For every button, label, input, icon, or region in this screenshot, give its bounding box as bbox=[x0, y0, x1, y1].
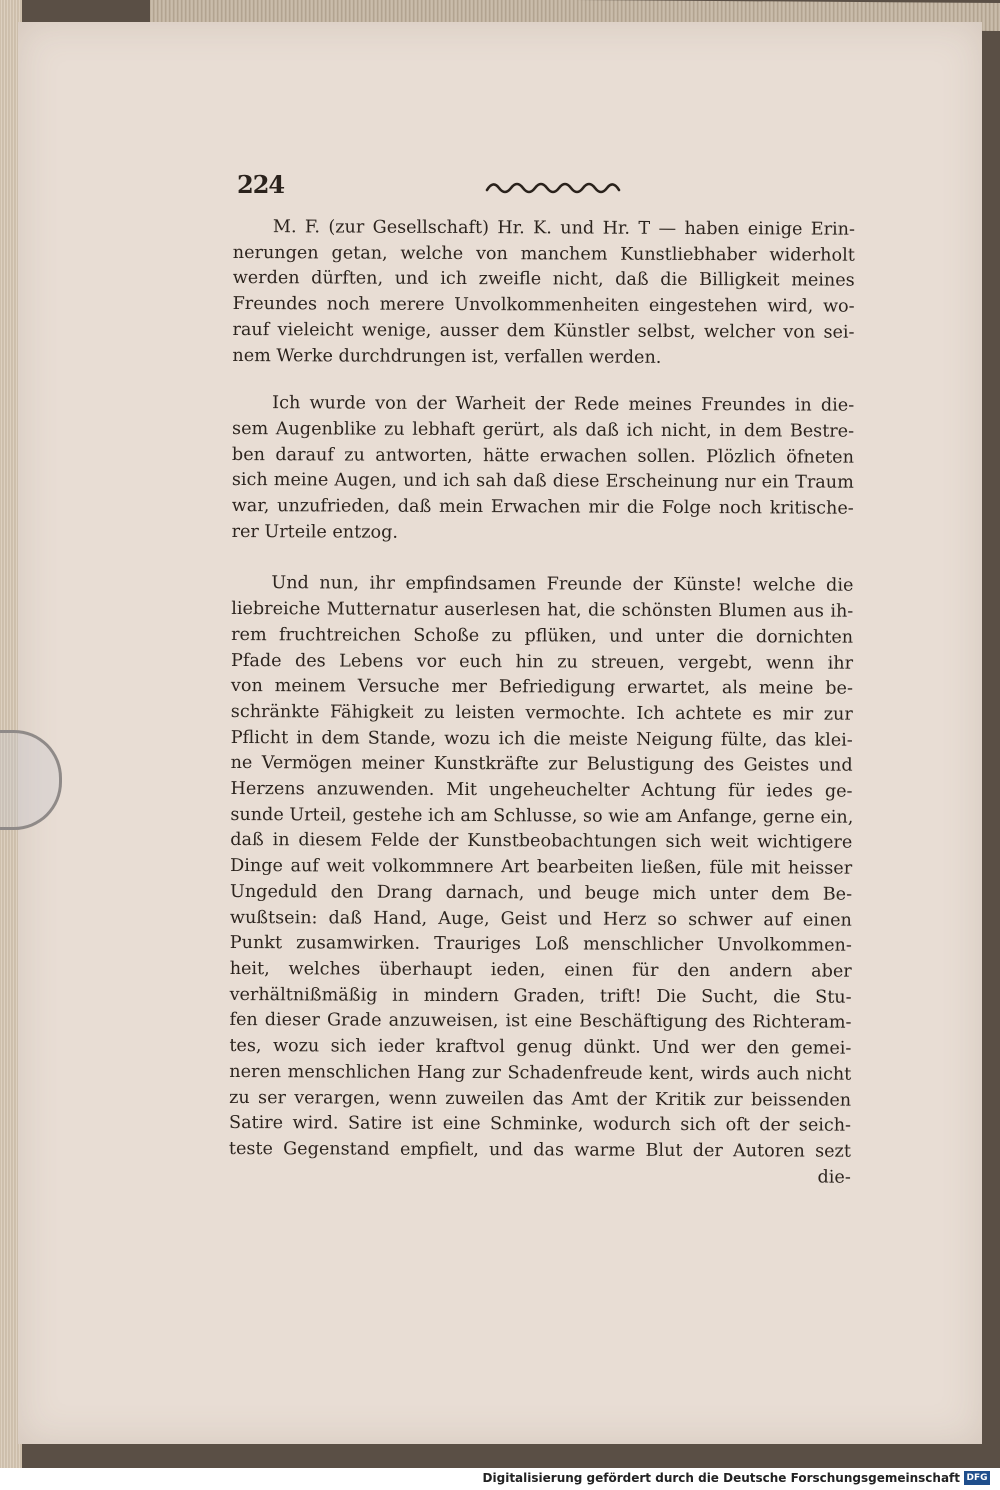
text-line: rem fruchtreichen Schoße zu pflüken, und unter die dornichten bbox=[231, 624, 854, 648]
text-line: von meinem Versuche mer Befriedigung erwartet, als meine be- bbox=[230, 676, 853, 699]
text-line: Und nun, ihr empfindsamen Freunde der Künste! welche die bbox=[271, 573, 854, 597]
text-line: werden dürften, und ich zweifle nicht, daß die Billigkeit meines bbox=[232, 268, 855, 292]
text-line: nem Werke durchdrungen ist, verfallen werden. bbox=[232, 345, 662, 368]
text-line: neren menschlichen Hang zur Schadenfreude kent, wirds auch nicht bbox=[229, 1061, 852, 1085]
dfg-logo-icon: DFG bbox=[964, 1471, 990, 1485]
page-number: 224 bbox=[237, 170, 285, 199]
page-header bbox=[237, 170, 857, 210]
digitization-footer bbox=[0, 1468, 1000, 1490]
text-line: war, unzufrieden, daß mein Erwachen mir die Folge noch kritische- bbox=[231, 496, 854, 519]
footer-credit: Digitalisierung gefördert durch die Deutsche Forschungsgemeinschaft bbox=[482, 1471, 960, 1485]
catchword: die- bbox=[817, 1167, 851, 1188]
text-line: verhältnißmäßig in mindern Graden, trift! Die Sucht, die Stu- bbox=[229, 984, 852, 1008]
paragraph-1 bbox=[232, 215, 855, 372]
text-line: liebreiche Mutternatur auserlesen hat, die schönsten Blumen aus ih- bbox=[231, 599, 854, 622]
text-line: fen dieser Grade anzuweisen, ist eine Beschäftigung des Richteram- bbox=[229, 1010, 852, 1034]
paragraph-3 bbox=[229, 571, 854, 1165]
text-line: wußtsein: daß Hand, Auge, Geist und Herz so schwer auf einen bbox=[229, 907, 852, 931]
text-line: schränkte Fähigkeit zu leisten vermochte. Ich achtete es mir zur bbox=[230, 701, 853, 725]
text-line: sunde Urteil, gestehe ich am Schlusse, so wie am Anfange, gerne ein, bbox=[230, 804, 854, 828]
text-line: M. F. (zur Gesellschaft) Hr. K. und Hr. T — haben einige Erin- bbox=[272, 217, 855, 240]
text-line: Dinge auf weit volkommnere Art bearbeiten ließen, füle mit heisser bbox=[230, 856, 853, 879]
text-line: teste Gegenstand empfielt, und das warme Blut der Autoren sezt bbox=[228, 1138, 851, 1162]
text-line: Ich wurde von der Warheit der Rede meines Freundes in die- bbox=[272, 393, 855, 416]
text-line: sich meine Augen, und ich sah daß diese Erscheinung nur ein Traum bbox=[231, 470, 854, 494]
text-line: heit, welches überhaupt ieden, einen für den andern aber bbox=[229, 958, 852, 982]
text-line: Herzens anzuwenden. Mit ungeheuchelter Achtung für iedes ge- bbox=[230, 779, 853, 802]
text-line: Satire wird. Satire ist eine Schminke, wodurch sich oft der seich- bbox=[228, 1113, 852, 1136]
ornamental-rule-icon bbox=[485, 178, 625, 198]
paragraph-2 bbox=[232, 391, 855, 548]
text-line: Pflicht in dem Stande, wozu ich die meiste Neigung fülte, das klei- bbox=[230, 727, 853, 751]
text-line: ne Vermögen meiner Kunstkräfte zur Belustigung des Geistes und bbox=[230, 753, 853, 777]
text-line: zu ser verargen, wenn zuweilen das Amt der Kritik zur beissenden bbox=[229, 1087, 852, 1111]
text-line: rer Urteile entzog. bbox=[231, 521, 399, 543]
text-line: Freundes noch merere Unvolkommenheiten eingestehen wird, wo- bbox=[232, 294, 855, 317]
text-line: ben darauf zu antworten, hätte erwachen sollen. Plözlich öfneten bbox=[231, 444, 854, 468]
text-line: Ungeduld den Drang darnach, und beuge mich unter dem Be- bbox=[230, 881, 853, 905]
text-line: nerungen getan, welche von manchem Kunstliebhaber widerholt bbox=[232, 242, 855, 266]
text-line: daß in diesem Felde der Kunstbeobachtungen sich weit wichtigere bbox=[230, 830, 853, 854]
text-line: Pfade des Lebens vor euch hin zu streuen, vergebt, wenn ihr bbox=[231, 650, 854, 674]
text-line: sem Augenblike zu lebhaft gerürt, als daß ich nicht, in dem Bestre- bbox=[232, 418, 855, 442]
text-line: Punkt zusamwirken. Trauriges Loß menschlicher Unvolkommen- bbox=[229, 933, 852, 956]
body-text bbox=[229, 215, 855, 1191]
text-line: rauf vieleicht wenige, ausser dem Künstler selbst, welcher von sei- bbox=[232, 319, 855, 343]
text-line: tes, wozu sich ieder kraftvol genug dünkt. Und wer den gemei- bbox=[229, 1036, 852, 1059]
